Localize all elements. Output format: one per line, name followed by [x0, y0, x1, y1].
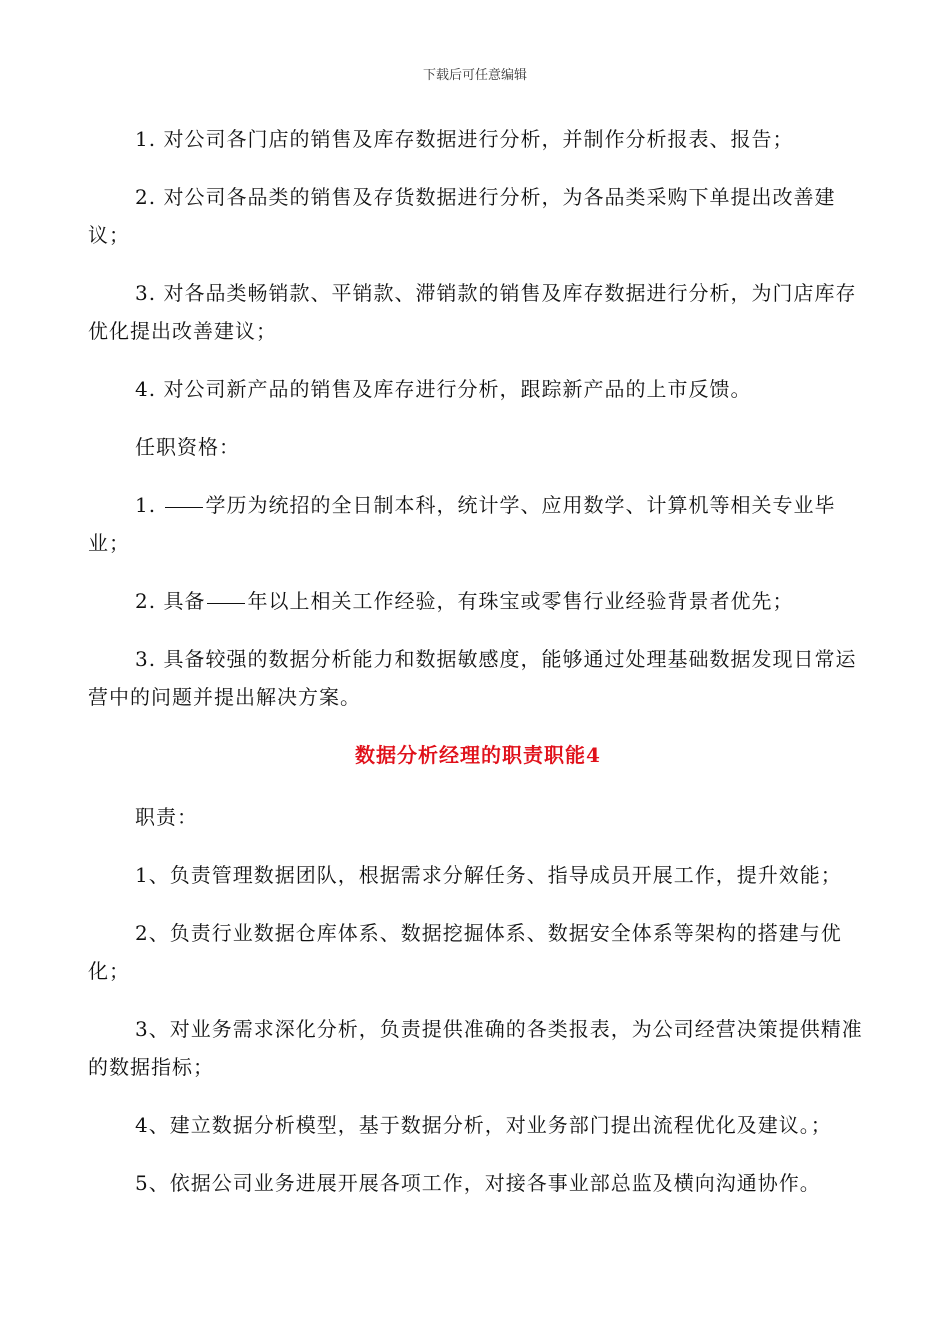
responsibility-item-1: 1. 对公司各门店的销售及库存数据进行分析，并制作分析报表、报告；	[135, 127, 794, 151]
document-body	[88, 120, 868, 1222]
duties-heading: 职责：	[135, 805, 198, 829]
qualification-item-3: 3. 具备较强的数据分析能力和数据敏感度，能够通过处理基础数据发现日常运营中的问题并提出解决方案。	[88, 647, 857, 709]
qualifications-heading: 任职资格：	[135, 435, 240, 459]
qualification-2-text: 年以上相关工作经验，有珠宝或零售行业经验背景者优先；	[247, 589, 794, 613]
qualification-1-text: 学历为统招的全日制本科，统计学、应用数学、计算机等相关专业毕业；	[88, 493, 836, 555]
responsibility-item-3: 3. 对各品类畅销款、平销款、滞销款的销售及库存数据进行分析，为门店库存优化提出改善建议；	[88, 281, 857, 343]
duty-item-4: 4、建立数据分析模型，基于数据分析，对业务部门提出流程优化及建议。；	[135, 1113, 832, 1137]
duty-item-3: 3、对业务需求深化分析，负责提供准确的各类报表，为公司经营决策提供精准的数据指标；	[88, 1017, 863, 1079]
fill-in-blank	[207, 602, 245, 604]
qualification-item-2	[88, 582, 868, 620]
fill-in-blank	[165, 506, 203, 508]
responsibility-item-2: 2. 对公司各品类的销售及存货数据进行分析，为各品类采购下单提出改善建议；	[88, 185, 836, 247]
qualification-1-prefix: 1.	[135, 493, 164, 517]
qualification-2-prefix: 2. 具备	[135, 589, 206, 613]
qualification-item-1	[88, 486, 868, 562]
duty-item-5: 5、依据公司业务进展开展各项工作，对接各事业部总监及横向沟通协作。	[135, 1171, 821, 1195]
duty-item-1: 1、负责管理数据团队，根据需求分解任务、指导成员开展工作，提升效能；	[135, 863, 842, 887]
duty-item-2: 2、负责行业数据仓库体系、数据挖掘体系、数据安全体系等架构的搭建与优化；	[88, 921, 842, 983]
responsibility-item-4: 4. 对公司新产品的销售及库存进行分析，跟踪新产品的上市反馈。	[135, 377, 752, 401]
section-title: 数据分析经理的职责职能4	[355, 743, 601, 767]
header-note: 下载后可任意编辑	[422, 68, 527, 83]
